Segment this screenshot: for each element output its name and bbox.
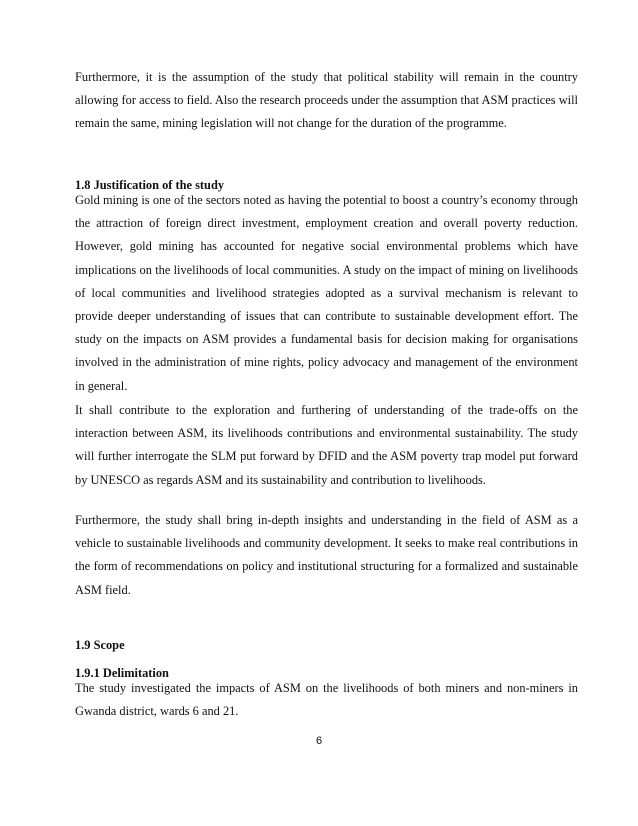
delimitation-paragraph: The study investigated the impacts of ASM on the livelihoods of both miners and non-miners in Gwanda district, wards 6 and 21.: [75, 681, 578, 719]
justification-paragraph-2: It shall contribute to the exploration and furthering of understanding of the trade-offs on the interaction between ASM, its livelihoods contributions and environmental sustainability. The study will further interrogate the SLM put forward by DFID and the ASM poverty trap model put forward by UNESCO as regards ASM and its sustainability and contribution to livelihoods.: [75, 403, 578, 487]
page-number: 6: [315, 735, 323, 747]
justification-paragraph-1: Gold mining is one of the sectors noted as having the potential to boost a country’s economy through the attraction of foreign direct investment, employment creation and overall poverty reduction. However, gold mining has accounted for negative social environmental problems which have implications on the livelihoods of local communities. A study on the impact of mining on livelihoods of local communities and livelihood strategies adopted as a survival mechanism is relevant to provide deeper understanding of issues that can contribute to sustainable development effort. The study on the impacts on ASM provides a fundamental basis for decision making for organisations involved in the administration of mine rights, policy advocacy and management of the environment in general.: [75, 193, 578, 393]
subsection-1-9-1-heading: 1.9.1 Delimitation: [75, 666, 169, 680]
intro-paragraph: Furthermore, it is the assumption of the study that political stability will remain in the country allowing for access to field. Also the research proceeds under the assumption that ASM practices will remain the same, mining legislation will not change for the duration of the programme.: [75, 70, 578, 131]
section-1-9-heading: 1.9 Scope: [75, 638, 125, 652]
justification-paragraph-3: Furthermore, the study shall bring in-depth insights and understanding in the field of ASM as a vehicle to sustainable livelihoods and community development. It seeks to make real contributions in the form of recommendations on policy and institutional structuring for a formalized and sustainable ASM field.: [75, 513, 578, 597]
section-1-8-heading: 1.8 Justification of the study: [75, 178, 225, 192]
